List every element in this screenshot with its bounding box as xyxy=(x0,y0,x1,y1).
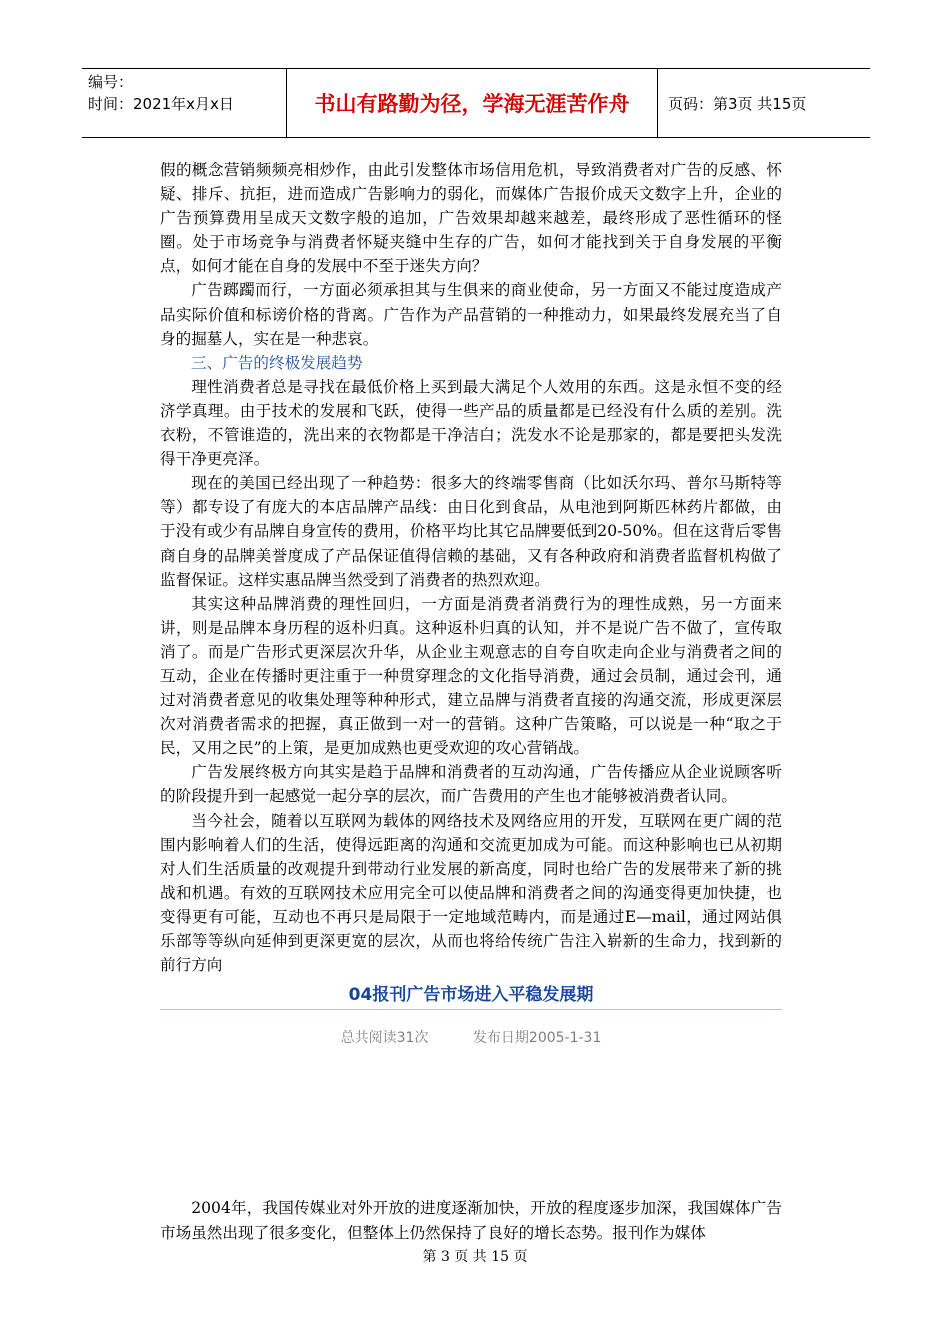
header-meta xyxy=(82,69,286,137)
document-body xyxy=(160,158,782,1050)
paragraph: 假的概念营销频频亮相炒作，由此引发整体市场信用危机，导致消费者对广告的反感、怀疑、排斥、抗拒，进而造成广告影响力的弱化，而媒体广告报价成天文数字上升，企业的广告预算费用呈成天文数字般的追加，广告效果却越来越差，最终形成了恶性循环的怪圈。处于市场竞争与消费者怀疑夹缝中生存的广告，如何才能找到关于自身发展的平衡点，如何才能在自身的发展中不至于迷失方向？ xyxy=(160,161,782,276)
paragraph: 理性消费者总是寻找在最低价格上买到最大满足个人效用的东西。这是永恒不变的经济学真理。由于技术的发展和飞跃，使得一些产品的质量都是已经没有什么质的差别。洗衣粉，不管谁造的，洗出来的衣物都是干净洁白；洗发水不论是那家的，都是要把头发洗得干净更亮泽。 xyxy=(160,377,782,469)
page-footer: 第 3 页 共 15 页 xyxy=(422,1249,528,1265)
header-page-number: 页码：第3页 共15页 xyxy=(668,94,807,113)
publish-date: 发布日期2005-1-31 xyxy=(472,1030,602,1047)
paragraph: 广告发展终极方向其实是趋于品牌和消费者的互动沟通，广告传播应从企业说顾客听的阶段提升到一起感觉一起分享的层次，而广告费用的产生也才能够被消费者认同。 xyxy=(160,763,782,806)
paragraph: 其实这种品牌消费的理性回归，一方面是消费者消费行为的理性成熟，另一方面来讲，则是品牌本身历程的返朴归真。这种返朴归真的认知，并不是说广告不做了，宣传取消了。而是广告形式更深层次升华，从企业主观意志的自夸自吹走向企业与消费者之间的互动，企业在传播时更注重于一种贯穿理念的文化指导消费，通过会员制，通过会刊，通过对消费者意见的收集处理等种种形式，建立品牌与消费者直接的沟通交流，形成更深层次对消费者需求的把握，真正做到一对一的营销。这种广告策略，可以说是一种“取之于民，又用之民”的上策，是更加成熟也更受欢迎的攻心营销战。 xyxy=(160,594,782,758)
paragraph: 广告踯躅而行，一方面必须承担其与生俱来的商业使命，另一方面又不能过度造成产品实际价值和标谤价格的背离。广告作为产品营销的一种推动力，如果最终发展充当了自身的掘墓人，实在是一种悲哀。 xyxy=(160,281,782,348)
page-header xyxy=(82,68,870,138)
paragraph: 当今社会，随着以互联网为载体的网络技术及网络应用的开发，互联网在更广阔的范围内影响着人们的生活，使得远距离的沟通和交流更加成为可能。而这种影响也已从初期对人们生活质量的改观提升到带动行业发展的新高度，同时也给广告的发展带来了新的挑战和机遇。有效的互联网技术应用完全可以使品牌和消费者之间的沟通变得更加快捷，也变得更有可能，互动也不再只是局限于一定地域范畴内，而是通过E—mail，通过网站俱乐部等等纵向延伸到更深更宽的层次，从而也将给传统广告注入崭新的生命力，找到新的前行方向 xyxy=(160,811,782,975)
header-motto: 书山有路勤为径，学海无涯苦作舟 xyxy=(286,69,658,137)
paragraph: 现在的美国已经出现了一种趋势：很多大的终端零售商（比如沃尔玛、普尔马斯特等等）都专设了有庞大的本店品牌产品线：由日化到食品，从电池到阿斯匹林药片都做，由于没有或少有品牌自身宣传的费用，价格平均比其它品牌要低到20-50%。但在这背后零售商自身的品牌美誉度成了产品保证值得信赖的基础，又有各种政府和消费者监督机构做了监督保证。这样实惠品牌当然受到了消费者的热烈欢迎。 xyxy=(160,474,782,589)
header-number: 编号： xyxy=(88,73,134,91)
article-paragraph: 2004年，我国传媒业对外开放的进度逐渐加快，开放的程度逐步加深，我国媒体广告市场虽然出现了很多变化，但整体上仍然保持了良好的增长态势。报刊作为媒体 xyxy=(160,1198,782,1242)
read-count: 总共阅读31次 xyxy=(340,1030,429,1047)
section-heading: 三、广告的终极发展趋势 xyxy=(191,353,363,372)
article-meta xyxy=(160,1026,782,1050)
article-title: 04报刊广告市场进入平稳发展期 xyxy=(160,981,782,1010)
header-time: 时间：2021年x月x日 xyxy=(88,95,234,113)
